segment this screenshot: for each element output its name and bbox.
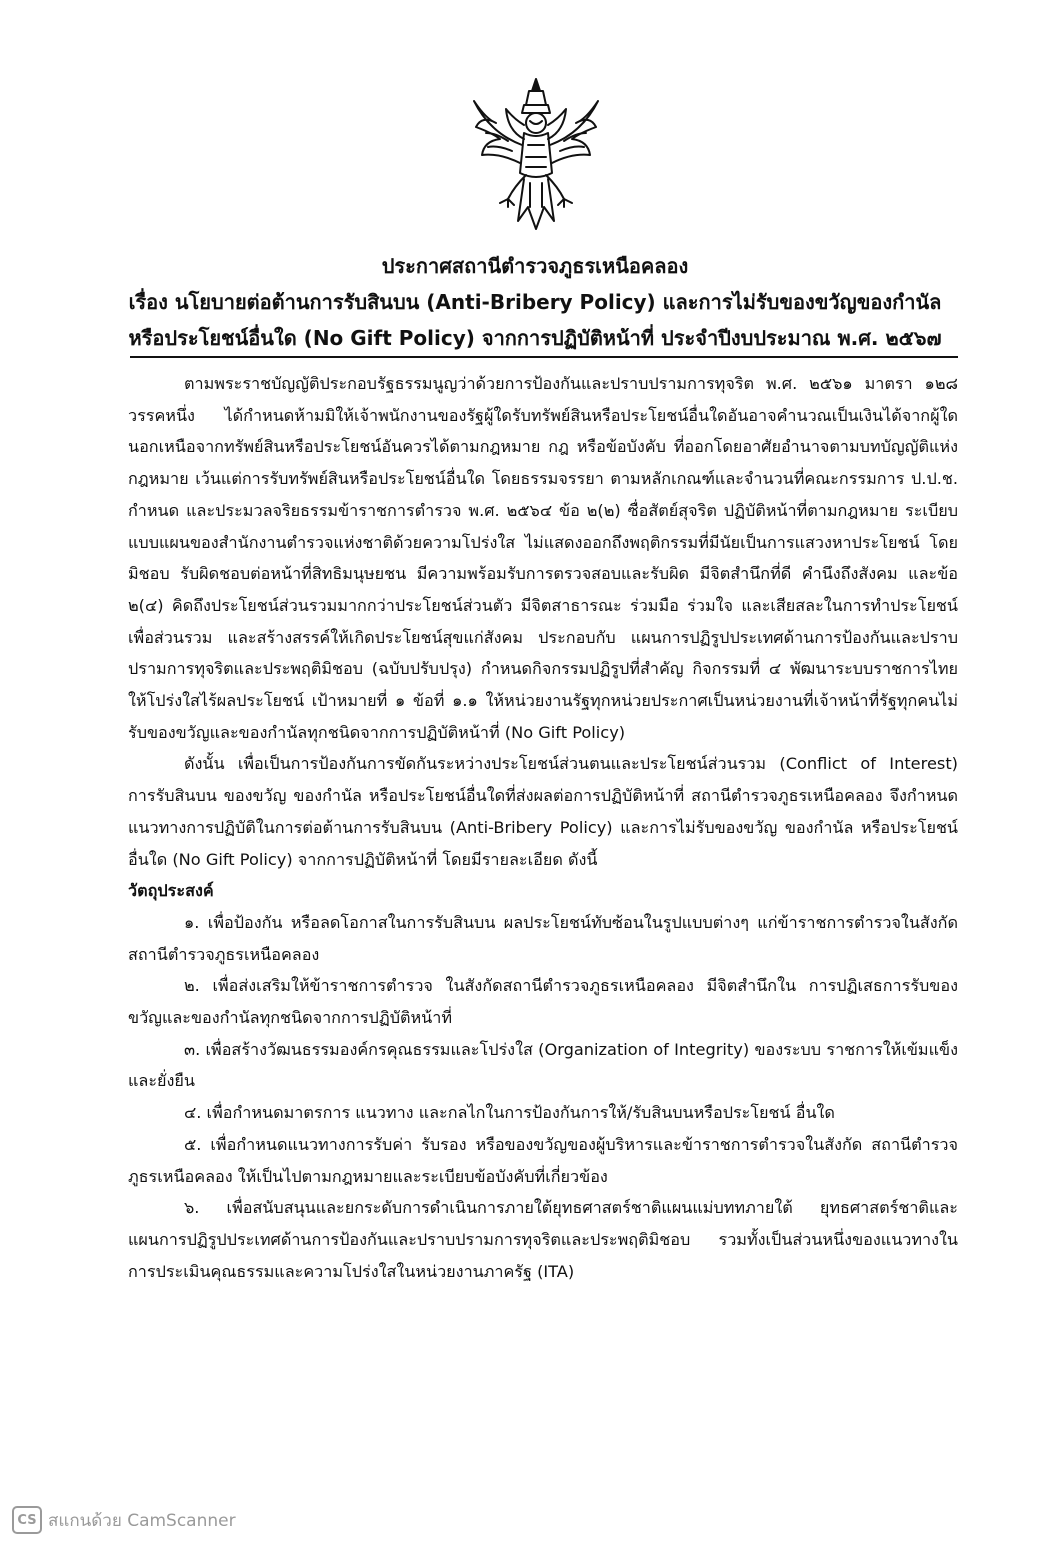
paragraph-legal-basis: ตามพระราชบัญญัติประกอบรัฐธรรมนูญว่าด้วยการป้องกันและปราบปรามการทุจริต พ.ศ. ๒๕๖๑ มาตรา ๑๒๘ วรรคหนึ่ง ได้กำหนดห้ามมิให้เจ้าพนักงานของรัฐผู้ใดรับทรัพย์สินหรือประโยชน์อื่นใดอันอาจคำนวณเป็นเงินได้จากผู้ใด นอกเหนือจากทรัพย์สินหรือประโยชน์อันควรได้ตามกฎหมาย กฎ หรือข้อบังคับ ที่ออกโดยอาศัยอำนาจตามบทบัญญัติแห่งกฎหมาย เว้นแต่การรับทรัพย์สินหรือประโยชน์อื่นใด โดยธรรมจรรยา ตามหลักเกณฑ์และจำนวนที่คณะกรรมการ ป.ป.ช. กำหนด และประมวลจริยธรรมข้าราชการตำรวจ พ.ศ. ๒๕๖๔ ข้อ ๒(๒) ซื่อสัตย์สุจริต ปฏิบัติหน้าที่ตามกฎหมาย ระเบียบแบบแผนของสำนักงานตำรวจแห่งชาติด้วยความโปร่งใส ไม่แสดงออกถึงพฤติกรรมที่มีนัยเป็นการแสวงหาประโยชน์ โดยมิชอบ รับผิดชอบต่อหน้าที่สิทธิมนุษยชน มีความพร้อมรับการตรวจสอบและรับผิด มีจิตสำนึกที่ดี คำนึงถึงสังคม และข้อ ๒(๔) คิดถึงประโยชน์ส่วนรวมมากกว่าประโยชน์ส่วนตัว มีจิตสาธารณะ ร่วมมือ ร่วมใจ และเสียสละในการทำประโยชน์เพื่อส่วนรวม และสร้างสรรค์ให้เกิดประโยชน์สุขแก่สังคม ประกอบกับ แผนการปฏิรูปประเทศด้านการป้องกันและปราบปรามการทุจริตและประพฤติมิชอบ (ฉบับปรับปรุง) กำหนดกิจกรรมปฏิรูปที่สำคัญ กิจกรรมที่ ๔ พัฒนาระบบราชการไทย ให้โปร่งใสไร้ผลประโยชน์ เป้าหมายที่ ๑ ข้อที่ ๑.๑ ให้หน่วยงานรัฐทุกหน่วยประกาศเป็นหน่วยงานที่เจ้าหน้าที่รัฐทุกคนไม่รับของขวัญและของกำนัลทุกชนิดจากการปฏิบัติหน้าที่ (No Gift Policy) [128, 374, 958, 742]
subject-line: เรื่อง นโยบายต่อต้านการรับสินบน (Anti-Bribery Policy) และการไม่รับของขวัญของกำนัล [128, 290, 942, 314]
announcement-title: ประกาศสถานีตำรวจภูธรเหนือคลอง [381, 254, 689, 278]
objectives-heading: วัตถุประสงค์ [128, 881, 214, 901]
camscanner-logo-icon: CS [12, 1506, 42, 1534]
camscanner-watermark [12, 1505, 236, 1535]
objective-item: ๔. เพื่อกำหนดมาตรการ แนวทาง และกลไกในการป้องกันการให้/รับสินบนหรือประโยชน์ อื่นใด [184, 1103, 835, 1123]
garuda-emblem-icon [468, 75, 604, 235]
objective-item: ๖. เพื่อสนับสนุนและยกระดับการดำเนินการภายใต้ยุทธศาสตร์ชาติแผนแม่บททภายใต้ ยุทธศาสตร์ชาติและแผนการปฏิรูปประเทศด้านการป้องกันและปราบปรามการทุจริตและประพฤติมิชอบ รวมทั้งเป็นส่วนหนึ่งของแนวทางในการประเมินคุณธรรมและความโปร่งใสในหน่วยงานภาครัฐ (ITA) [128, 1198, 958, 1281]
objective-item: ๑. เพื่อป้องกัน หรือลดโอกาสในการรับสินบน ผลประโยชน์ทับซ้อนในรูปแบบต่างๆ แก่ข้าราชการตำรวจในสังกัดสถานีตำรวจภูธรเหนือคลอง [128, 912, 958, 964]
document-body [128, 368, 958, 1287]
objective-item: ๒. เพื่อส่งเสริมให้ข้าราชการตำรวจ ในสังกัดสถานีตำรวจภูธรเหนือคลอง มีจิตสำนึกใน การปฏิเสธการรับของขวัญและของกำนัลทุกชนิดจากการปฏิบัติหน้าที่ [128, 976, 958, 1028]
watermark-text: สแกนด้วย CamScanner [48, 1510, 236, 1531]
objective-item: ๕. เพื่อกำหนดแนวทางการรับค่า รับรอง หรือของขวัญของผู้บริหารและข้าราชการตำรวจในสังกัด สถานีตำรวจภูธรเหนือคลอง ให้เป็นไปตามกฎหมายและระเบียบข้อบังคับที่เกี่ยวข้อง [128, 1134, 958, 1186]
subject-line-continued: หรือประโยชน์อื่นใด (No Gift Policy) จากการปฏิบัติหน้าที่ ประจำปีงบประมาณ พ.ศ. ๒๕๖๗ [128, 326, 942, 350]
title-underline [130, 356, 958, 358]
objective-item: ๓. เพื่อสร้างวัฒนธรรมองค์กรคุณธรรมและโปร่งใส (Organization of Integrity) ของระบบ ราชการให้เข้มแข็งและยั่งยืน [128, 1039, 958, 1091]
paragraph-policy-statement: ดังนั้น เพื่อเป็นการป้องกันการขัดกันระหว่างประโยชน์ส่วนตนและประโยชน์ส่วนรวม (Conflict of Interest) การรับสินบน ของขวัญ ของกำนัล หรือประโยชน์อื่นใดที่ส่งผลต่อการปฏิบัติหน้าที่ สถานีตำรวจภูธรเหนือคลอง จึงกำหนดแนวทางการปฏิบัติในการต่อต้านการรับสินบน (Anti-Bribery Policy) และการไม่รับของขวัญ ของกำนัล หรือประโยชน์อื่นใด (No Gift Policy) จากการปฏิบัติหน้าที่ โดยมีรายละเอียด ดังนี้ [128, 754, 958, 869]
